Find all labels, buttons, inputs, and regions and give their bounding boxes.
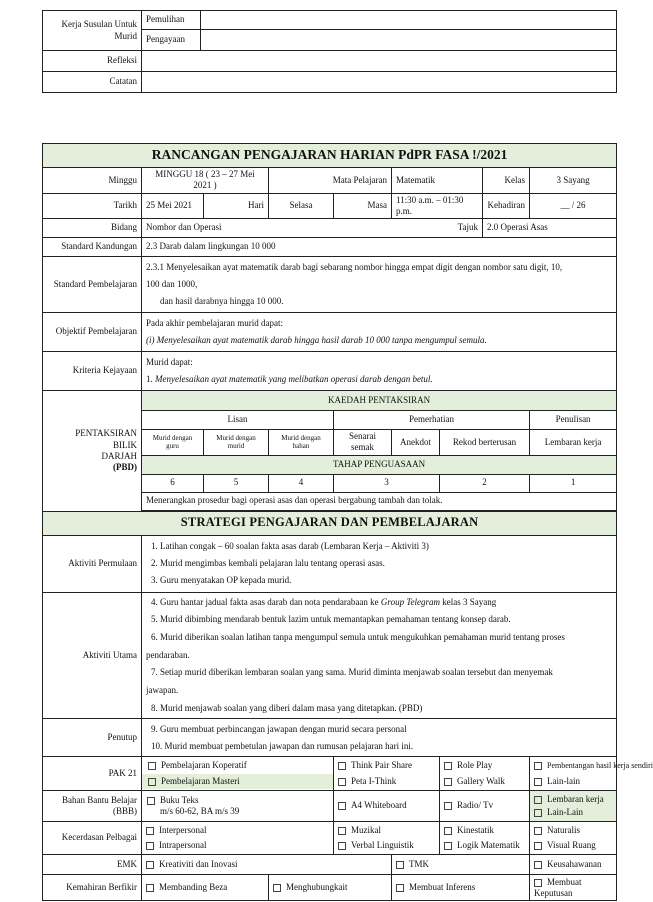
- kriteria-label: Kriteria Kejayaan: [43, 352, 142, 391]
- standard-pembelajaran-value: [142, 257, 617, 313]
- catatan-field[interactable]: [142, 72, 617, 93]
- aktiviti-utama-label: Aktiviti Utama: [43, 592, 142, 719]
- kriteria-num: 1.: [146, 374, 153, 384]
- aktiviti-permulaan-content: [142, 535, 617, 592]
- tajuk-value: 2.0 Operasi Asas: [483, 219, 617, 238]
- kb-menghubungkait[interactable]: [269, 875, 392, 901]
- penutup-label: Penutup: [43, 719, 142, 757]
- bbb-col-3[interactable]: [440, 790, 530, 821]
- mata-pelajaran-label: Mata Pelajaran: [269, 168, 392, 194]
- checkbox-icon[interactable]: [147, 797, 155, 805]
- pak21-col-3: [440, 757, 530, 791]
- tahap-description: Menerangkan prosedur bagi operasi asas dan operasi bergabung tambah dan tolak.: [142, 492, 617, 510]
- kehadiran-label: Kehadiran: [483, 193, 530, 219]
- tahap-5[interactable]: 5: [204, 474, 269, 492]
- utama-item-5: 5. Murid dibimbing mendarab bentuk lazim untuk memantapkan pemahaman tentang konsep darab.: [151, 614, 511, 625]
- pak21-roleplay[interactable]: [444, 758, 525, 773]
- kecerdasan-col-1: [142, 821, 334, 855]
- bbb-label: Bahan Bantu Belajar (BBB): [43, 790, 142, 821]
- strategi-header: STRATEGI PENGAJARAN DAN PEMBELAJARAN: [43, 511, 617, 535]
- bbb-lain[interactable]: [534, 806, 612, 819]
- pengayaan-label: Pengayaan: [142, 30, 201, 51]
- pbd-label-4: (PBD): [113, 462, 137, 472]
- sp-line-3: dan hasil darabnya hingga 10 000.: [160, 296, 284, 307]
- bidang-value: [142, 219, 483, 238]
- kp-kinestatik-label: Kinestatik: [457, 824, 494, 835]
- kp-visual-label: Visual Ruang: [547, 840, 596, 851]
- tarikh-value: 25 Mei 2021: [142, 193, 204, 219]
- bidang-label: Bidang: [43, 219, 142, 238]
- emk-tmk[interactable]: [392, 855, 530, 875]
- penulisan-header: Penulisan: [530, 411, 617, 430]
- checkbox-icon[interactable]: [444, 827, 452, 835]
- penulisan-option-1[interactable]: Lembaran kerja: [530, 430, 617, 456]
- mata-pelajaran-value: Matematik: [392, 168, 483, 194]
- objektif-label: Objektif Pembelajaran: [43, 313, 142, 352]
- bbb-lembaran-kerja-label: Lembaran kerja: [547, 793, 604, 804]
- checkbox-icon[interactable]: [338, 827, 346, 835]
- kriteria-intro: Murid dapat:: [146, 356, 193, 367]
- pemerhatian-option-2[interactable]: Anekdot: [392, 430, 440, 456]
- pak21-gallery-label: Gallery Walk: [457, 775, 505, 786]
- bbb-col-4: [530, 790, 617, 821]
- checkbox-icon[interactable]: [146, 861, 154, 869]
- permulaan-item-1: 1. Latihan congak – 60 soalan fakta asas darab (Lembaran Kerja – Aktiviti 3): [151, 540, 429, 551]
- checkbox-icon[interactable]: [273, 884, 281, 892]
- kecerdasan-col-3: [440, 821, 530, 855]
- pak21-tps-label: Think Pair Share: [351, 760, 412, 771]
- pengayaan-field[interactable]: [201, 30, 617, 51]
- pak21-masteri-label: Pembelajaran Masteri: [161, 775, 240, 786]
- utama-item-4b: Group Telegram: [380, 596, 440, 607]
- pak21-lain-label: Lain-lain: [547, 775, 580, 786]
- bbb-muka-surat: m/s 60-62, BA m/s 39: [160, 805, 240, 816]
- hari-label: Hari: [204, 193, 269, 219]
- kp-logik[interactable]: [444, 838, 525, 853]
- pemulihan-label: Pemulihan: [142, 11, 201, 30]
- sp-line-2: 100 dan 1000,: [146, 278, 198, 289]
- checkbox-icon[interactable]: [338, 802, 346, 810]
- objektif-intro: Pada akhir pembelajaran murid dapat:: [146, 317, 283, 328]
- checkbox-icon[interactable]: [444, 778, 452, 786]
- checkbox-icon[interactable]: [146, 842, 154, 850]
- utama-item-4: [146, 594, 612, 612]
- checkbox-icon[interactable]: [338, 762, 346, 770]
- checkbox-icon[interactable]: [444, 842, 452, 850]
- pemerhatian-option-3[interactable]: Rekod berterusan: [440, 430, 530, 456]
- objektif-value: [142, 313, 617, 352]
- kemahiran-label: Kemahiran Berfikir: [43, 875, 142, 901]
- minggu-value: MINGGU 18 ( 23 – 27 Mei 2021 ): [142, 168, 269, 194]
- utama-item-7b: jawapan.: [146, 684, 179, 695]
- utama-item-4c: kelas 3 Sayang: [440, 596, 497, 607]
- bbb-radio-tv: Radio/ Tv: [457, 800, 494, 811]
- checkbox-icon[interactable]: [444, 802, 452, 810]
- masa-label: Masa: [334, 193, 392, 219]
- pak21-label: PAK 21: [43, 757, 142, 791]
- pak21-koperatif-label: Pembelajaran Koperatif: [161, 760, 247, 771]
- checkbox-icon[interactable]: [396, 861, 404, 869]
- tahap-penguasaan-header: TAHAP PENGUASAAN: [142, 455, 617, 474]
- kp-verbal[interactable]: [338, 838, 435, 853]
- permulaan-item-3: 3. Guru menyatakan OP kepada murid.: [151, 575, 292, 586]
- pak21-pembentangan-label: Pembentangan hasil kerja sendiri: [547, 761, 653, 771]
- pak21-masteri[interactable]: [142, 774, 333, 789]
- checkbox-icon[interactable]: [338, 778, 346, 786]
- kp-logik-label: Logik Matematik: [457, 840, 520, 851]
- emk-tmk-label: TMK: [409, 859, 429, 870]
- pak21-ithink-label: Peta I-Think: [351, 775, 397, 786]
- checkbox-icon[interactable]: [396, 884, 404, 892]
- kp-kinestatik[interactable]: [444, 823, 525, 838]
- pbd-label: [43, 391, 142, 512]
- refleksi-label: Refleksi: [43, 51, 142, 72]
- checkbox-icon[interactable]: [534, 879, 542, 887]
- penutup-item-10: 10. Murid membuat pembetulan jawapan dan rumusan pelajaran hari ini.: [151, 740, 414, 751]
- pak21-col-4: [530, 757, 653, 791]
- pak21-tps[interactable]: [338, 758, 435, 773]
- bbb-col-1[interactable]: [142, 790, 334, 821]
- standard-pembelajaran-label: Standard Pembelajaran: [43, 257, 142, 313]
- pemulihan-field[interactable]: [201, 11, 617, 30]
- pak21-col-1: [142, 757, 334, 791]
- kb-inferens-label: Membuat Inferens: [409, 882, 476, 893]
- kriteria-item: Menyelesaikan ayat matematik yang melibatkan operasi darab dengan betul.: [155, 374, 433, 384]
- kelas-label: Kelas: [483, 168, 530, 194]
- kp-intrapersonal-label: Intrapersonal: [159, 840, 207, 851]
- kb-menghubungkait-label: Menghubungkait: [286, 882, 348, 893]
- kp-interpersonal-label: Interpersonal: [159, 824, 207, 835]
- lisan-header: Lisan: [142, 411, 334, 430]
- pemerhatian-header: Pemerhatian: [334, 411, 530, 430]
- bbb-whiteboard: A4 Whiteboard: [351, 800, 407, 811]
- bbb-lain-label: Lain-Lain: [547, 806, 583, 817]
- tahap-3[interactable]: 3: [334, 474, 440, 492]
- kriteria-value: [142, 352, 617, 391]
- checkbox-icon[interactable]: [146, 827, 154, 835]
- kb-keputusan-label: Membuat Keputusan: [534, 876, 582, 898]
- penutup-item-9: 9. Guru membuat perbincangan jawapan dengan murid secara personal: [151, 723, 407, 734]
- kriteria-item-row: [146, 371, 612, 388]
- rph-table: [42, 143, 653, 901]
- kaedah-pentaksiran-header: KAEDAH PENTAKSIRAN: [142, 391, 617, 411]
- pak21-pembentangan[interactable]: [534, 758, 653, 773]
- tahap-1[interactable]: 1: [530, 474, 617, 492]
- lisan-option-3[interactable]: Murid dengan bahan: [269, 430, 334, 456]
- emk-keusahawanan[interactable]: [530, 855, 617, 875]
- minggu-label: Minggu: [43, 168, 142, 194]
- kelas-value: 3 Sayang: [530, 168, 617, 194]
- kb-membanding-label: Membanding Beza: [159, 882, 228, 893]
- checkbox-icon[interactable]: [146, 884, 154, 892]
- bbb-lembaran-kerja[interactable]: [534, 793, 612, 806]
- utama-item-6: 6. Murid diberikan soalan latihan tanpa mengumpul semula untuk mengukuhkan pemahaman murid tentang proses: [151, 631, 565, 642]
- utama-item-8: 8. Murid menjawab soalan yang diberi dalam masa yang ditetapkan. (PBD): [151, 702, 423, 713]
- pbd-label-2: BILIK: [113, 439, 137, 450]
- hari-value: Selasa: [269, 193, 334, 219]
- kp-interpersonal[interactable]: [146, 823, 329, 838]
- masa-value: 11:30 a.m. – 01:30 p.m.: [392, 193, 483, 219]
- kecerdasan-label: Kecerdasan Pelbagai: [43, 821, 142, 855]
- utama-item-6b: pendaraban.: [146, 649, 190, 660]
- lisan-option-2[interactable]: Murid dengan murid: [204, 430, 269, 456]
- pak21-roleplay-label: Role Play: [457, 760, 493, 771]
- tahap-6[interactable]: 6: [142, 474, 204, 492]
- kp-muzikal-label: Muzikal: [351, 824, 381, 835]
- emk-kreativiti-label: Kreativiti dan Inovasi: [159, 859, 238, 870]
- kb-membanding[interactable]: [142, 875, 269, 901]
- checkbox-icon[interactable]: [444, 762, 452, 770]
- bbb-buku-teks: Buku Teks: [160, 794, 199, 805]
- kp-muzikal[interactable]: [338, 823, 435, 838]
- pbd-label-3: DARJAH: [101, 450, 137, 461]
- kb-inferens[interactable]: [392, 875, 530, 901]
- emk-keusahawanan-label: Keusahawanan: [547, 859, 602, 870]
- page-title: RANCANGAN PENGAJARAN HARIAN PdPR FASA !/2021: [43, 144, 617, 168]
- pbd-label-1: PENTAKSIRAN: [75, 428, 137, 439]
- checkbox-icon[interactable]: [534, 827, 542, 835]
- kecerdasan-col-2: [334, 821, 440, 855]
- kp-naturalis-label: Naturalis: [547, 824, 580, 835]
- checkbox-icon[interactable]: [148, 762, 156, 770]
- emk-kreativiti[interactable]: [142, 855, 392, 875]
- utama-item-4a: 4. Guru hantar jadual fakta asas darab dan nota pendarabaan ke: [151, 596, 381, 607]
- aktiviti-permulaan-label: Aktiviti Permulaan: [43, 535, 142, 592]
- tahap-2[interactable]: 2: [440, 474, 530, 492]
- standard-kandungan-value: 2.3 Darab dalam lingkungan 10 000: [142, 238, 617, 257]
- tajuk-label: Tajuk: [457, 222, 478, 233]
- checkbox-icon[interactable]: [534, 861, 542, 869]
- kehadiran-value[interactable]: __ / 26: [530, 193, 617, 219]
- tarikh-label: Tarikh: [43, 193, 142, 219]
- bbb-col-2[interactable]: [334, 790, 440, 821]
- aktiviti-utama-content: [142, 592, 617, 719]
- follow-up-table: [42, 10, 617, 93]
- pak21-col-2: [334, 757, 440, 791]
- refleksi-field[interactable]: [142, 51, 617, 72]
- pak21-koperatif[interactable]: [142, 758, 333, 773]
- checkbox-icon[interactable]: [534, 778, 542, 786]
- tahap-4[interactable]: 4: [269, 474, 334, 492]
- kb-keputusan[interactable]: [530, 875, 617, 901]
- kp-verbal-label: Verbal Linguistik: [351, 840, 414, 851]
- objektif-item: (i) Menyelesaikan ayat matematik darab hingga hasil darab 10 000 tanpa mengumpul semula.: [146, 335, 487, 345]
- catatan-label: Catatan: [43, 72, 142, 93]
- pemerhatian-option-1[interactable]: Senarai semak: [334, 430, 392, 456]
- bidang-text: Nombor dan Operasi: [146, 222, 222, 233]
- penutup-content: [142, 719, 617, 757]
- pak21-lain[interactable]: [534, 774, 612, 789]
- emk-label: EMK: [43, 855, 142, 875]
- checkbox-icon[interactable]: [338, 842, 346, 850]
- sp-line-1: 2.3.1 Menyelesaikan ayat matematik darab bagi sebarang nombor hingga empat digit dengan nombor satu digit, 10,: [146, 261, 563, 272]
- kp-naturalis[interactable]: [534, 823, 612, 838]
- permulaan-item-2: 2. Murid mengimbas kembali pelajaran lalu tentang operasi asas.: [151, 557, 385, 568]
- checkbox-icon[interactable]: [534, 762, 542, 770]
- checkbox-icon[interactable]: [148, 778, 156, 786]
- kp-visual[interactable]: [534, 838, 612, 853]
- utama-item-7: 7. Setiap murid diberikan lembaran soalan yang sama. Murid diminta menjawab soalan tersebut dan menyemak: [151, 667, 553, 678]
- kecerdasan-col-4: [530, 821, 617, 855]
- kp-intrapersonal[interactable]: [146, 838, 329, 853]
- pak21-ithink[interactable]: [338, 774, 435, 789]
- pak21-gallery[interactable]: [444, 774, 525, 789]
- checkbox-icon[interactable]: [534, 842, 542, 850]
- checkbox-icon[interactable]: [534, 809, 542, 817]
- lisan-option-1[interactable]: Murid dengan guru: [142, 430, 204, 456]
- checkbox-icon[interactable]: [534, 796, 542, 804]
- kerja-susulan-label: Kerja Susulan Untuk Murid: [43, 11, 142, 51]
- standard-kandungan-label: Standard Kandungan: [43, 238, 142, 257]
